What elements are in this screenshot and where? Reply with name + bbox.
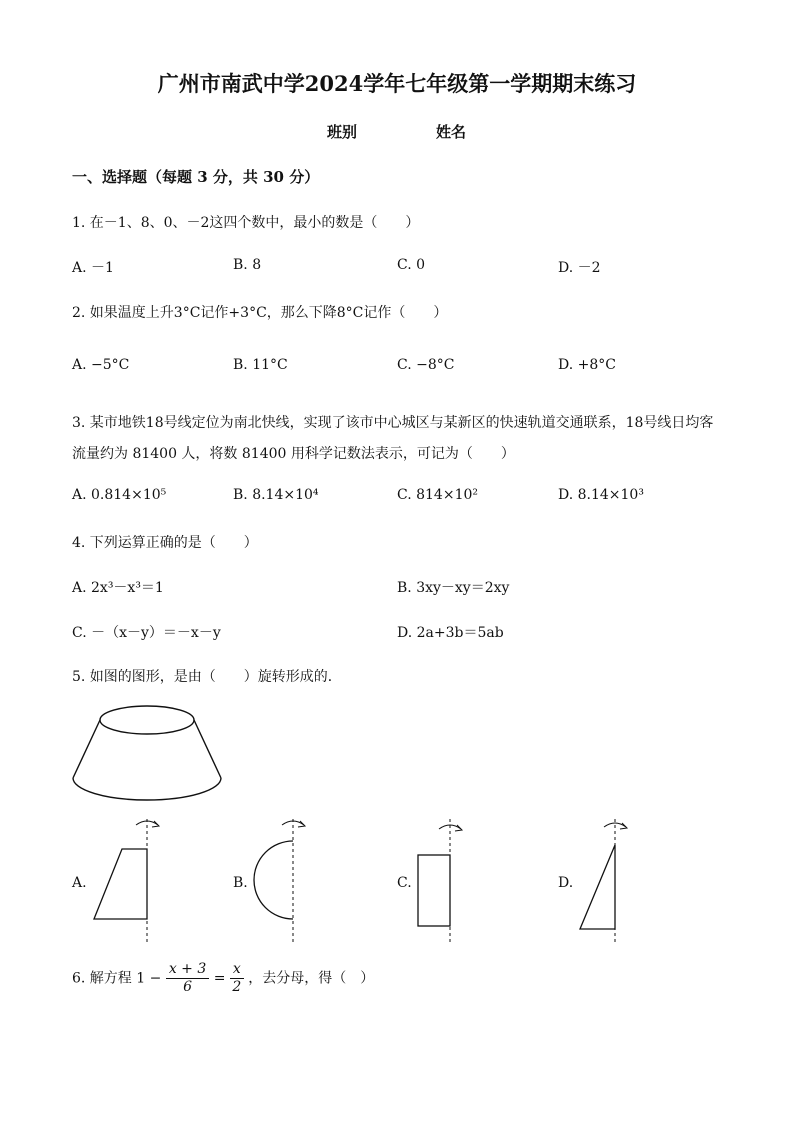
q1-option-c: C. 0 <box>397 257 426 273</box>
q6-fraction-left-denominator: 6 <box>183 979 192 995</box>
q4-option-b: B. 3xy－xy＝2xy <box>397 580 510 596</box>
q6-fraction-right <box>230 961 244 996</box>
q4-option-d: D. 2a+3b＝5ab <box>397 625 504 641</box>
q6-fraction-left <box>166 961 209 996</box>
q1-option-b: B. 8 <box>233 257 262 273</box>
q6-suffix: ，去分母，得（ ） <box>248 970 375 987</box>
class-label: 班别 <box>327 123 358 141</box>
q4-option-a: A. 2x³－x³＝1 <box>72 580 164 596</box>
q5-option-b-label: B. <box>233 875 248 891</box>
q6-equals: = <box>213 970 226 987</box>
question-6 <box>72 961 374 996</box>
question-4-stem: 4. 下列运算正确的是（ ） <box>72 535 258 551</box>
question-5-stem: 5. 如图的图形，是由（ ）旋转形成的． <box>72 669 342 685</box>
q4-option-c: C. －（x－y）＝－x－y <box>72 625 221 641</box>
q5-option-d-figure <box>570 815 645 945</box>
q2-option-d: D. +8°C <box>558 357 616 373</box>
q5-option-b-figure <box>250 815 325 945</box>
q2-option-c: C. −8°C <box>397 357 455 373</box>
q6-prefix: 6. 解方程 <box>72 970 132 987</box>
question-2-stem: 2. 如果温度上升3°C记作+3°C，那么下降8°C记作（ ） <box>72 305 448 321</box>
q6-fraction-left-numerator: x + 3 <box>166 961 209 979</box>
q2-option-b: B. 11°C <box>233 357 288 373</box>
q3-option-a: A. 0.814×10⁵ <box>72 487 167 503</box>
q3-option-c: C. 814×10² <box>397 487 478 503</box>
q5-option-a-figure <box>90 815 165 945</box>
q5-option-c-label: C. <box>397 875 412 891</box>
q5-option-c-figure <box>410 815 485 945</box>
q5-option-d-label: D. <box>558 875 574 891</box>
q1-option-a: A. －1 <box>72 260 114 276</box>
q6-fraction-right-numerator: x <box>230 961 244 979</box>
name-label: 姓名 <box>436 123 467 141</box>
q6-one-minus: 1 − <box>136 970 162 987</box>
question-3-stem-line2: 流量约为 81400 人，将数 81400 用科学记数法表示，可记为（ ） <box>72 446 515 462</box>
q3-option-b: B. 8.14×10⁴ <box>233 487 319 503</box>
q5-option-a-label: A. <box>72 875 87 891</box>
question-1-stem: 1. 在－1、8、0、－2这四个数中，最小的数是（ ） <box>72 215 420 231</box>
q1-option-d: D. －2 <box>558 260 601 276</box>
q6-fraction-right-denominator: 2 <box>232 979 242 995</box>
section-heading: 一、选择题（每题 3 分，共 30 分） <box>72 168 320 186</box>
question-3-stem-line1: 3. 某市地铁18号线定位为南北快线，实现了该市中心城区与某新区的快速轨道交通联系，18号线日均客 <box>72 415 714 431</box>
page-title: 广州市南武中学2024学年七年级第一学期期末练习 <box>157 71 637 96</box>
q2-option-a: A. −5°C <box>72 357 130 373</box>
frustum-figure <box>70 700 230 810</box>
q3-option-d: D. 8.14×10³ <box>558 487 644 503</box>
